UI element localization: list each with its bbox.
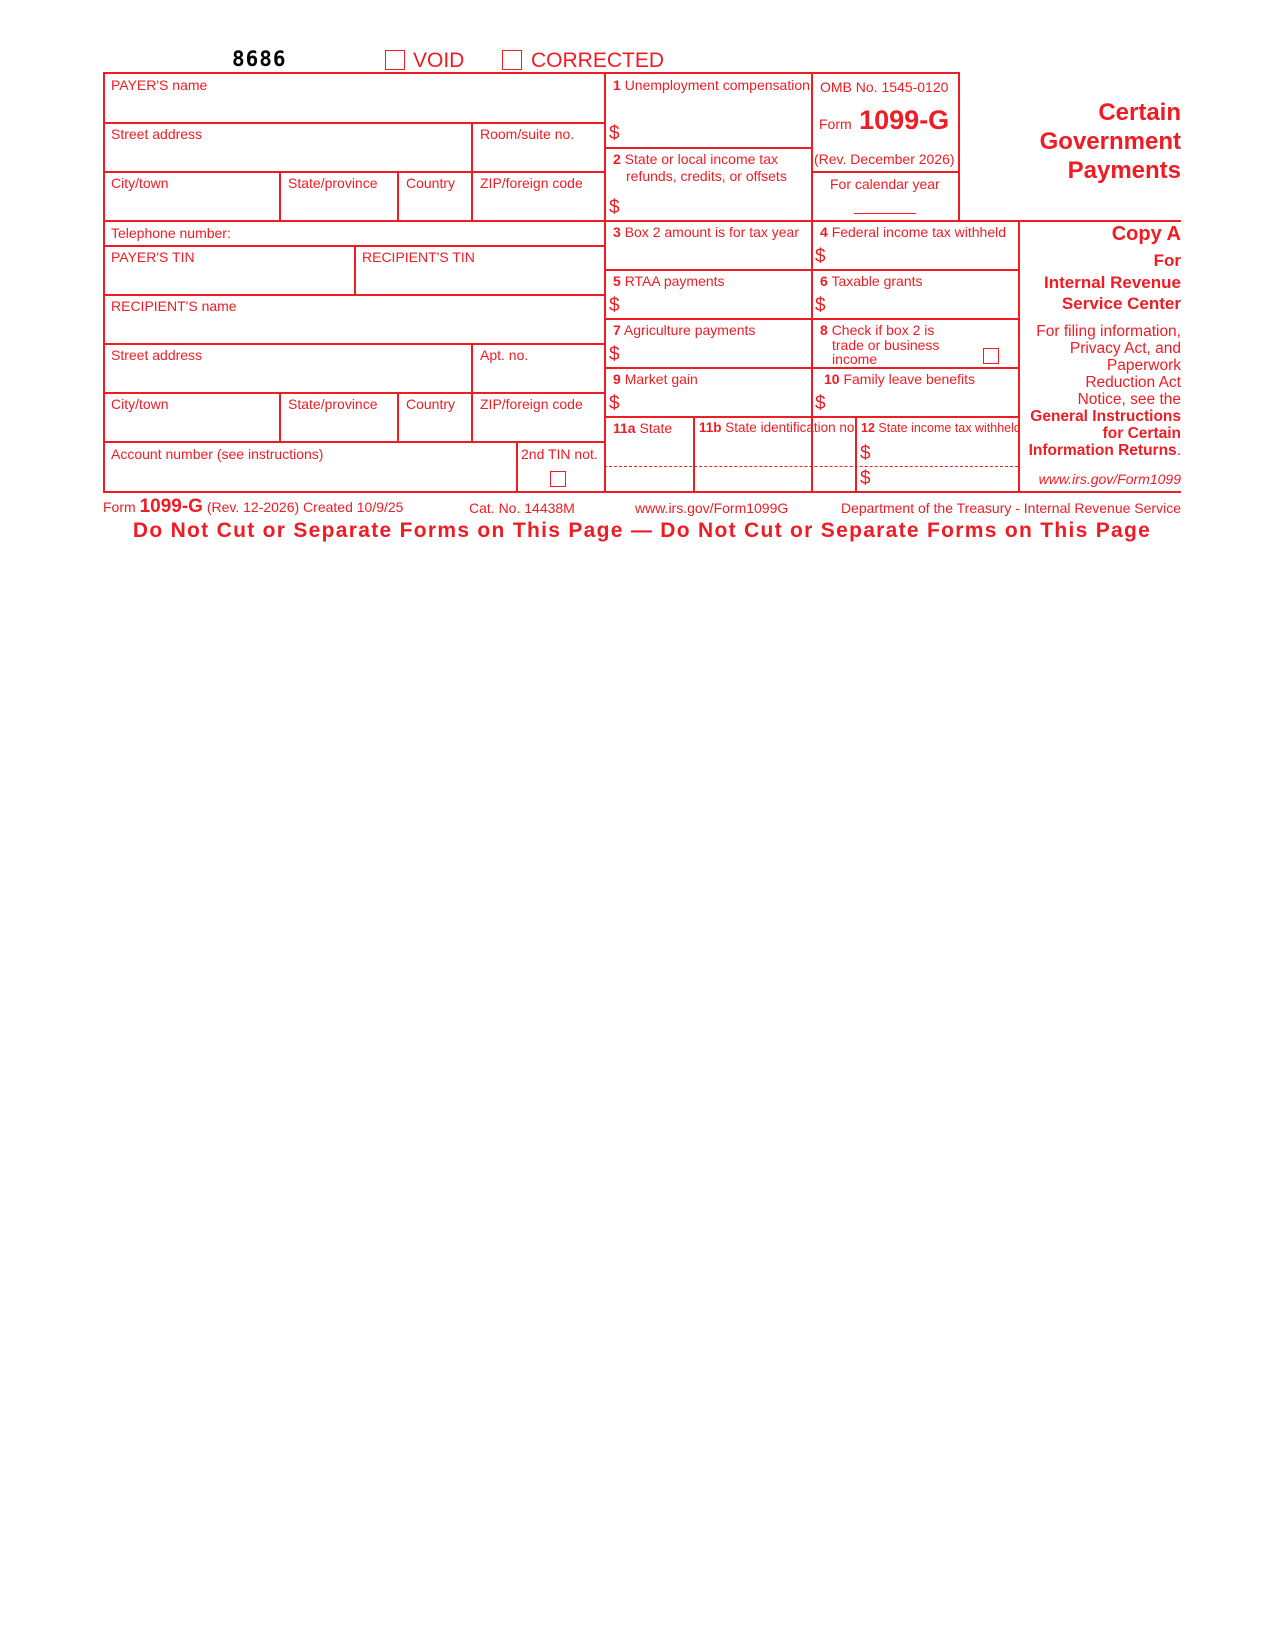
box-12-dollar-row1: $	[860, 443, 871, 464]
box-3-number: 3	[613, 224, 621, 240]
box-7-dollar: $	[609, 344, 620, 365]
box-12-label	[861, 420, 1021, 436]
box-7-number: 7	[613, 322, 621, 338]
box-9-label	[613, 371, 698, 387]
copy-url[interactable]: www.irs.gov/Form1099	[1038, 471, 1181, 487]
payer-city-label: City/town	[111, 175, 169, 191]
box-11a-text: State	[639, 420, 673, 436]
form-number-block	[819, 105, 949, 136]
box-7-label	[613, 322, 755, 338]
calendar-year-field[interactable]	[854, 193, 916, 212]
footer-form-id	[103, 496, 403, 518]
void-label: VOID	[413, 49, 465, 72]
copy-recipient-irs	[1022, 272, 1181, 314]
recipient-apt-label: Apt. no.	[480, 347, 529, 363]
box-2-label	[613, 151, 778, 167]
box-12-number: 12	[861, 421, 875, 435]
box-12-dollar-row2: $	[860, 468, 871, 489]
notice-line3: Paperwork	[1106, 357, 1181, 374]
copy-irs-line1: Internal Revenue	[1044, 273, 1181, 292]
box-10-label	[824, 371, 975, 387]
payer-room-label: Room/suite no.	[480, 126, 575, 142]
copy-a-label: Copy A	[1111, 223, 1181, 245]
gi-line2: for Certain	[1102, 425, 1181, 442]
box-1-number: 1	[613, 77, 621, 93]
box-5-number: 5	[613, 273, 621, 289]
footer-revision: (Rev. 12-2026) Created 10/9/25	[206, 499, 404, 515]
footer-cat-no: Cat. No. 14438M	[469, 500, 575, 516]
gi-line3-wrap	[1022, 442, 1181, 459]
gi-period: .	[1176, 442, 1181, 459]
box-2-number: 2	[613, 151, 621, 167]
footer-form-word: Form	[103, 499, 136, 515]
payer-street-label: Street address	[111, 126, 203, 142]
box-8-text-line2: trade or business	[832, 337, 940, 353]
gi-line1: General Instructions	[1030, 408, 1181, 425]
recipient-street-label: Street address	[111, 347, 203, 363]
box-6-number: 6	[820, 273, 828, 289]
box-5-label	[613, 273, 725, 289]
copy-notice	[1022, 323, 1181, 459]
calendar-year-label: For calendar year	[830, 176, 940, 192]
notice-line5: Notice, see the	[1077, 391, 1181, 408]
box-11b-label	[699, 420, 858, 436]
footer-form-number: 1099-G	[139, 496, 203, 517]
box-4-label	[820, 224, 1006, 240]
notice-line1: For filing information,	[1036, 323, 1181, 340]
box-5-text: RTAA payments	[624, 273, 725, 289]
box-1-label	[613, 77, 810, 93]
form-code: 8686	[232, 47, 287, 71]
box-11a-number: 11a	[613, 420, 636, 436]
recipient-state-label: State/province	[288, 396, 378, 412]
box-6-dollar: $	[815, 295, 826, 316]
notice-line4: Reduction Act	[1085, 374, 1181, 391]
box-2-dollar: $	[609, 197, 620, 218]
form-title-line1: Certain	[1098, 99, 1181, 126]
box-1-text: Unemployment compensation	[624, 77, 810, 93]
box-6-label	[820, 273, 923, 289]
box-8-text-line3: income	[832, 351, 878, 367]
telephone-label: Telephone number:	[111, 225, 231, 241]
box-9-dollar: $	[609, 393, 620, 414]
box-9-number: 9	[613, 371, 621, 387]
box-6-text: Taxable grants	[831, 273, 923, 289]
form-title-line2: Government	[1039, 128, 1181, 155]
void-checkbox[interactable]	[385, 50, 405, 70]
payer-tin-label: PAYER'S TIN	[111, 249, 195, 265]
box-1-dollar: $	[609, 123, 620, 144]
form-title-line3: Payments	[1067, 157, 1181, 184]
corrected-checkbox[interactable]	[502, 50, 522, 70]
box-4-dollar: $	[815, 246, 826, 267]
corrected-label: CORRECTED	[531, 49, 665, 72]
box-9-text: Market gain	[624, 371, 698, 387]
box-8-checkbox[interactable]	[983, 348, 999, 364]
copy-for-label: For	[1153, 251, 1181, 270]
copy-irs-line2: Service Center	[1061, 294, 1181, 313]
box-12-text: State income tax withheld	[878, 421, 1021, 435]
recipient-tin-label: RECIPIENT'S TIN	[362, 249, 475, 265]
payer-name-label: PAYER'S name	[111, 77, 208, 93]
box-8-label	[820, 322, 934, 338]
omb-number: OMB No. 1545-0120	[820, 79, 949, 95]
form-revision: (Rev. December 2026)	[814, 151, 955, 167]
footer-url[interactable]: www.irs.gov/Form1099G	[635, 500, 789, 516]
form-number: 1099-G	[859, 105, 950, 135]
recipient-country-label: Country	[406, 396, 456, 412]
box-11a-label	[613, 420, 672, 436]
box-10-text: Family leave benefits	[843, 371, 975, 387]
box-3-label	[613, 224, 799, 240]
payer-state-label: State/province	[288, 175, 378, 191]
box-4-text: Federal income tax withheld	[831, 224, 1006, 240]
box-10-dollar: $	[815, 393, 826, 414]
box-5-dollar: $	[609, 295, 620, 316]
recipient-name-label: RECIPIENT'S name	[111, 298, 237, 314]
form-title	[990, 98, 1181, 185]
box-7-text: Agriculture payments	[623, 322, 756, 338]
box-3-text: Box 2 amount is for tax year	[624, 224, 799, 240]
payer-country-label: Country	[406, 175, 456, 191]
box-8-number: 8	[820, 322, 828, 338]
box-2-text-line2: refunds, credits, or offsets	[626, 168, 787, 184]
second-tin-not-checkbox[interactable]	[550, 471, 566, 487]
form-word: Form	[819, 116, 852, 132]
box-8-text-line1: Check if box 2 is	[831, 322, 935, 338]
payer-zip-label: ZIP/foreign code	[480, 175, 583, 191]
box-10-number: 10	[824, 371, 840, 387]
recipient-zip-label: ZIP/foreign code	[480, 396, 583, 412]
box-2-text-line1: State or local income tax	[624, 151, 778, 167]
second-tin-not-label: 2nd TIN not.	[521, 446, 598, 462]
account-number-label: Account number (see instructions)	[111, 446, 324, 462]
notice-line2: Privacy Act, and	[1069, 340, 1181, 357]
recipient-city-label: City/town	[111, 396, 169, 412]
gi-line3: Information Returns	[1028, 442, 1177, 459]
footer-department: Department of the Treasury - Internal Revenue Service	[840, 500, 1181, 516]
do-not-cut-warning: Do Not Cut or Separate Forms on This Page — Do Not Cut or Separate Forms on This Page	[132, 519, 1152, 542]
payer-name-field[interactable]	[105, 95, 603, 121]
box-4-number: 4	[820, 224, 828, 240]
box-11b-number: 11b	[699, 420, 722, 435]
box-11b-text: State identification no.	[725, 420, 859, 435]
